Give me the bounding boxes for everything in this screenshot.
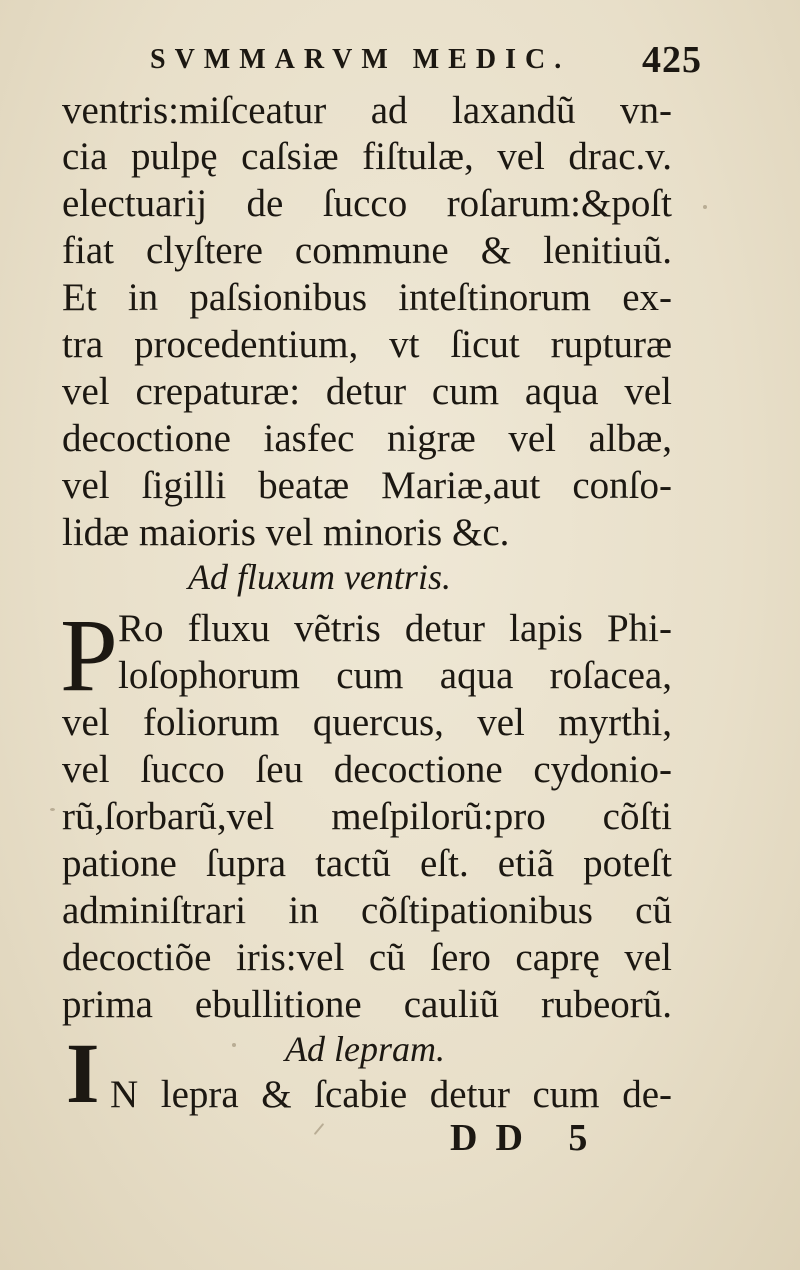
running-head: SVMMARVM MEDIC. [150,44,571,75]
text-line: prima ebullitione cauliũ rubeorũ. [62,983,672,1026]
paper-speck [703,205,707,209]
page-number: 425 [642,39,702,81]
text-line: fiat clyſtere commune & lenitiuũ. [62,229,672,272]
text-line: vel ſigilli beatæ Mariæ,aut conſo- [62,464,672,507]
text-line: decoctione iasfec nigræ vel albæ, [62,417,672,460]
paper-speck [50,808,55,811]
text-line: ventris:miſceatur ad laxandũ vn- [62,89,672,132]
text-line: vel crepaturæ: detur cum aqua vel [62,370,672,413]
signature-mark: DD 5 [450,1117,606,1159]
text-line: cia pulpę caſsiæ fiſtulæ, vel drac.v. [62,135,672,178]
text-line: Ro fluxu vẽtris detur lapis Phi- [118,607,672,650]
text-line: adminiſtrari in cõſtipationibus cũ [62,889,672,932]
text-line: tra procedentium, vt ſicut rupturæ [62,323,672,366]
text-line: N lepra & ſcabie detur cum de- [110,1073,672,1116]
text-line: rũ,ſorbarũ,vel meſpilorũ:pro cõſti [62,795,672,838]
text-line: patione ſupra tactũ eſt. etiã poteſt [62,842,672,885]
page-header [150,38,710,90]
text-line: vel ſucco ſeu decoctione cydonio- [62,748,672,791]
paper-speck [232,1043,236,1047]
section-heading: Ad lepram. [285,1029,445,1069]
text-line: vel foliorum quercus, vel myrthi, [62,701,672,744]
text-line: lidæ maioris vel minoris &c. [62,511,510,554]
text-line: electuarij de ſucco roſarum:&poſt [62,182,672,225]
drop-capital: P [60,598,118,713]
drop-capital: I [66,1025,100,1121]
text-line: loſophorum cum aqua roſacea, [118,654,672,697]
section-heading: Ad fluxum ventris. [188,557,451,597]
paper-speck [314,1123,325,1135]
text-line: decoctiõe iris:vel cũ ſero caprę vel [62,936,672,979]
text-line: Et in paſsionibus inteſtinorum ex- [62,276,672,319]
